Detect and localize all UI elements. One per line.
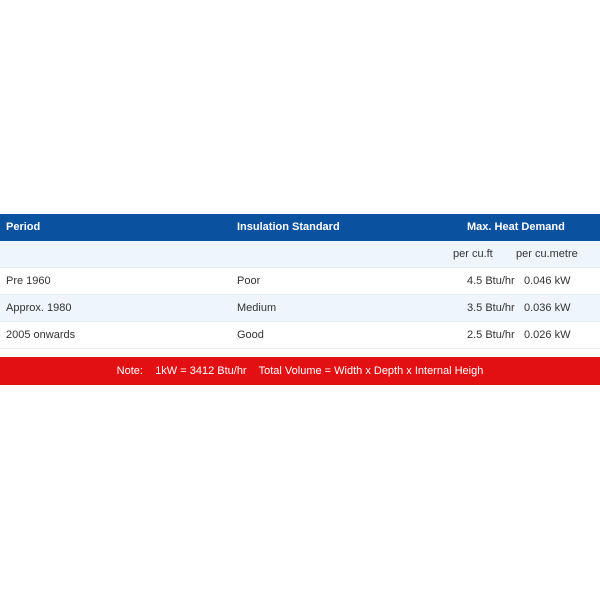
header-max-heat-demand: Max. Heat Demand bbox=[467, 221, 565, 233]
cell-per-cuft: 2.5 Btu/hr bbox=[467, 329, 515, 341]
header-period: Period bbox=[6, 221, 41, 233]
cell-period: 2005 onwards bbox=[6, 329, 76, 341]
cell-period: Approx. 1980 bbox=[6, 302, 72, 314]
subheader-per-cuft: per cu.ft bbox=[453, 248, 493, 260]
cell-per-cumetre: 0.046 kW bbox=[524, 275, 571, 287]
table-row bbox=[0, 268, 600, 295]
table-row bbox=[0, 295, 600, 322]
cell-per-cuft: 4.5 Btu/hr bbox=[467, 275, 515, 287]
note-bar: Note: 1kW = 3412 Btu/hr Total Volume = Width x Depth x Internal Heigh bbox=[0, 357, 600, 385]
header-insulation-standard: Insulation Standard bbox=[237, 221, 340, 233]
cell-insulation: Good bbox=[237, 329, 264, 341]
cell-per-cumetre: 0.036 kW bbox=[524, 302, 571, 314]
cell-per-cuft: 3.5 Btu/hr bbox=[467, 302, 515, 314]
subheader-per-cumetre: per cu.metre bbox=[516, 248, 578, 260]
table-subheader-row bbox=[0, 241, 600, 268]
cell-insulation: Medium bbox=[237, 302, 277, 314]
cell-per-cumetre: 0.026 kW bbox=[524, 329, 571, 341]
table-row bbox=[0, 322, 600, 349]
table-header-row bbox=[0, 214, 600, 241]
cell-insulation: Poor bbox=[237, 275, 261, 287]
heat-demand-table bbox=[0, 214, 600, 349]
cell-period: Pre 1960 bbox=[6, 275, 51, 287]
